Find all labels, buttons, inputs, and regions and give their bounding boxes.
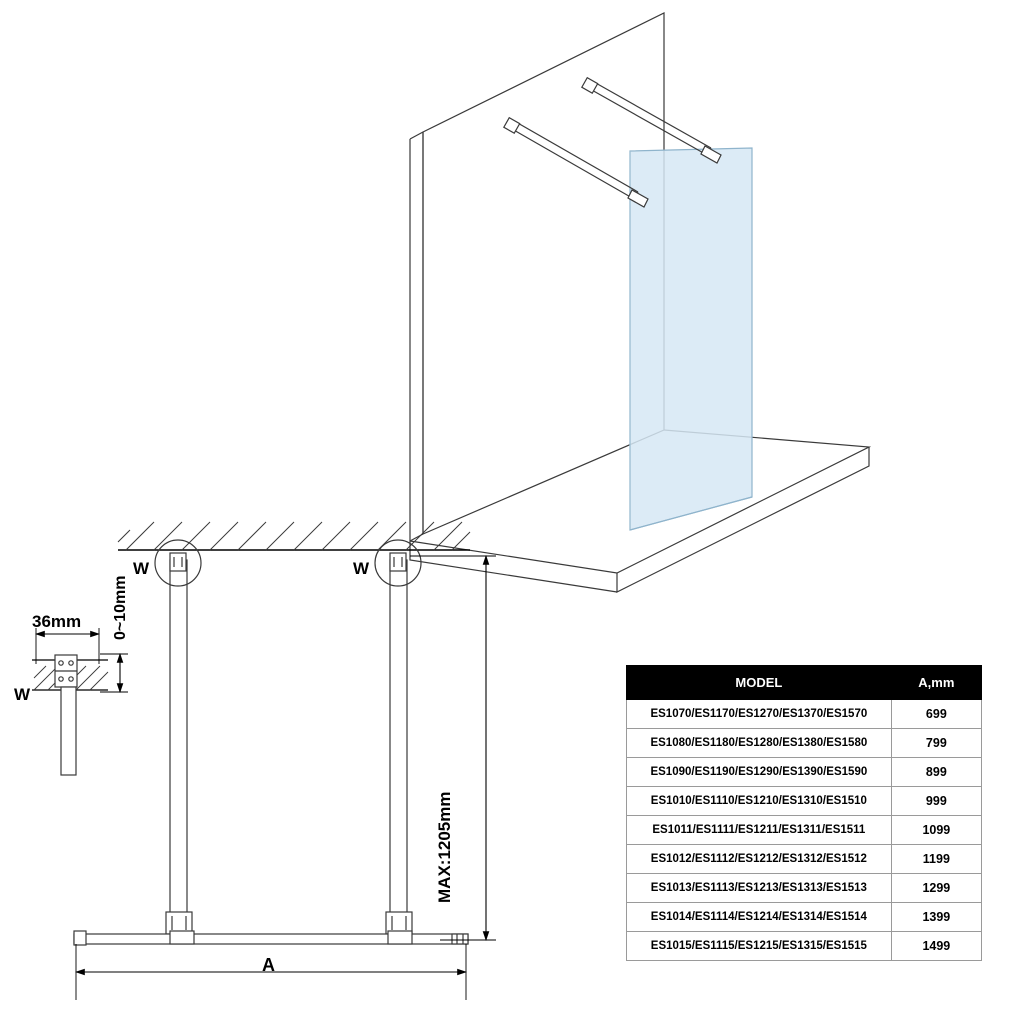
cell-model: ES1011/ES1111/ES1211/ES1311/ES1511 [627, 816, 892, 845]
spec-table-head [627, 666, 982, 700]
table-row [627, 729, 982, 758]
table-row [627, 700, 982, 729]
label-detail-w-1: W [133, 559, 150, 578]
cell-a-mm: 799 [891, 729, 981, 758]
table-row [627, 903, 982, 932]
header-a-mm: A,mm [891, 666, 981, 700]
cell-model: ES1010/ES1110/ES1210/ES1310/ES1510 [627, 787, 892, 816]
label-adjust-range: 0~10mm [112, 575, 129, 640]
table-row [627, 758, 982, 787]
cell-model: ES1090/ES1190/ES1290/ES1390/ES1590 [627, 758, 892, 787]
cell-model: ES1013/ES1113/ES1213/ES1313/ES1513 [627, 874, 892, 903]
table-row [627, 874, 982, 903]
table-row [627, 787, 982, 816]
cell-a-mm: 1499 [891, 932, 981, 961]
spec-table [626, 665, 982, 961]
spec-table-container [626, 665, 982, 961]
table-header-row [627, 666, 982, 700]
cell-a-mm: 1199 [891, 845, 981, 874]
elevation-view [74, 522, 496, 1000]
table-row [627, 816, 982, 845]
cell-model: ES1012/ES1112/ES1212/ES1312/ES1512 [627, 845, 892, 874]
table-row [627, 932, 982, 961]
cell-model: ES1014/ES1114/ES1214/ES1314/ES1514 [627, 903, 892, 932]
label-width-a: A [262, 955, 275, 975]
cell-model: ES1070/ES1170/ES1270/ES1370/ES1570 [627, 700, 892, 729]
cell-model: ES1080/ES1180/ES1280/ES1380/ES1580 [627, 729, 892, 758]
cell-a-mm: 1299 [891, 874, 981, 903]
spec-table-body [627, 700, 982, 961]
table-row [627, 845, 982, 874]
label-detail-w-2: W [353, 559, 370, 578]
cell-a-mm: 699 [891, 700, 981, 729]
cell-a-mm: 1099 [891, 816, 981, 845]
cell-a-mm: 899 [891, 758, 981, 787]
cell-model: ES1015/ES1115/ES1215/ES1315/ES1515 [627, 932, 892, 961]
header-model: MODEL [627, 666, 892, 700]
label-detail-w-left: W [14, 685, 31, 704]
detail-w-view [32, 628, 128, 775]
label-max-height: MAX:1205mm [435, 791, 454, 903]
cell-a-mm: 999 [891, 787, 981, 816]
label-bracket-depth: 36mm [32, 612, 82, 631]
cell-a-mm: 1399 [891, 903, 981, 932]
perspective-view [410, 13, 869, 592]
